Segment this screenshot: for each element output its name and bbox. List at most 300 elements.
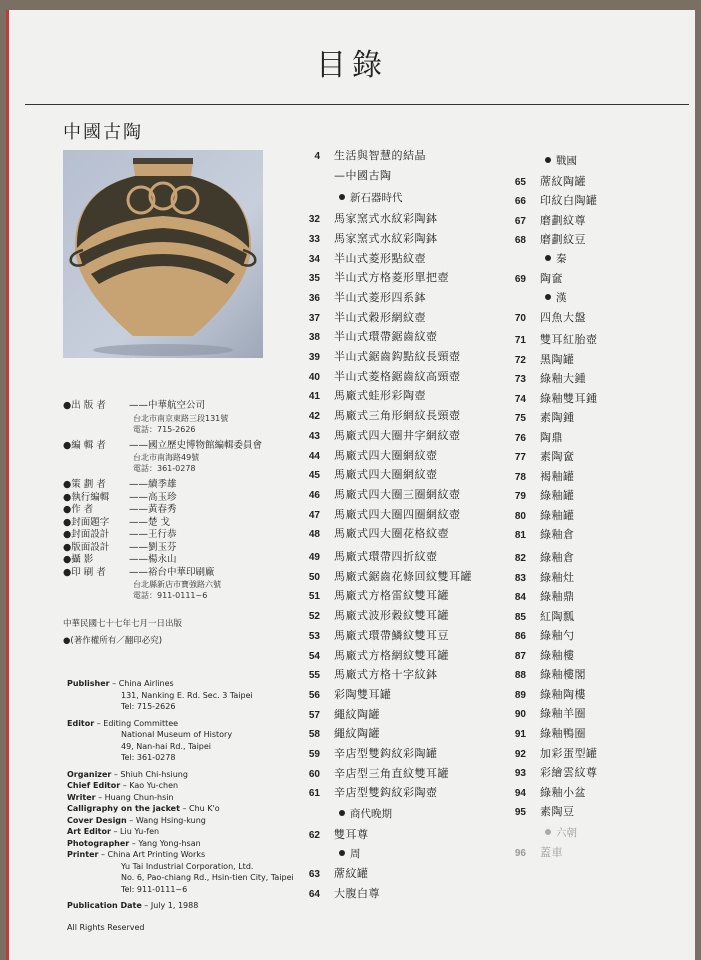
toc-entry: [500, 745, 598, 761]
toc-entry: [294, 466, 438, 482]
toc-page-number: 80: [514, 510, 526, 522]
toc-entry-title: 綠釉樓: [540, 648, 575, 662]
toc-page-number: 66: [514, 196, 526, 208]
chinese-credits: [63, 400, 273, 647]
section-title: 商代晚期: [350, 808, 392, 821]
credit-label: ●封面設計: [63, 529, 110, 540]
toc-page-number: 67: [514, 215, 526, 227]
toc-page-number: 69: [514, 274, 526, 286]
toc-entry: [500, 331, 598, 347]
toc-page-number: 49: [308, 552, 320, 563]
toc-entry: [294, 745, 438, 761]
toc-page-number: 83: [514, 572, 526, 584]
toc-entry: [500, 231, 586, 247]
toc-page-number: 92: [514, 748, 526, 760]
english-credit-label: Photographer: [67, 838, 130, 848]
toc-entry: [500, 549, 575, 565]
toc-page-number: 46: [308, 489, 320, 501]
toc-page-number: 62: [308, 829, 320, 841]
credit-value: ——王行恭: [129, 529, 177, 540]
english-credit-detail: Yu Tai Industrial Corporation, Ltd.: [121, 861, 254, 871]
toc-entry: [294, 407, 461, 423]
english-rights: All Rights Reserved: [67, 922, 145, 932]
toc-entry: [500, 173, 586, 189]
credit-row: [63, 504, 273, 517]
toc-entry: [294, 568, 472, 584]
section-title: 六朝: [556, 826, 577, 839]
credit-value: ——楊永山: [129, 554, 177, 565]
section-title: 周: [350, 847, 361, 860]
toc-entry-title: 繩紋陶罐: [334, 707, 380, 721]
english-credit-value: – July 1, 1988: [141, 901, 199, 910]
bullet-icon: [545, 294, 551, 300]
toc-entry: [500, 588, 575, 604]
toc-entry: [500, 764, 598, 780]
toc-entry: [294, 328, 438, 344]
toc-entry-title: 綠釉鼎: [540, 590, 575, 604]
credit-value: ——劉玉芬: [129, 541, 177, 553]
toc-entry: [500, 309, 586, 325]
bullet-icon: [545, 255, 551, 261]
toc-entry: [294, 587, 449, 603]
english-credit-detail: National Museum of History: [121, 730, 233, 739]
rights-notice: ●(著作權所有／翻印必究): [63, 635, 163, 646]
toc-entry-title: 生活與智慧的結晶: [334, 149, 426, 162]
credit-value: ——高玉珍: [129, 491, 177, 503]
toc-entry-title: 半山式穀形網紋壺: [334, 310, 426, 324]
toc-page-number: 60: [308, 768, 320, 780]
english-credit-label: Art Editor: [67, 827, 111, 836]
credit-label: ●版面設計: [63, 541, 110, 553]
credit-label: ●編 輯 者: [63, 439, 106, 451]
toc-page-number: 32: [308, 214, 320, 226]
credit-row: [63, 542, 273, 555]
english-credit-detail: Tel: 361-0278: [121, 753, 176, 762]
toc-entry-title: 四魚大盤: [540, 311, 586, 325]
english-credit-detail: Tel: 911-0111~6: [121, 884, 188, 894]
toc-page-number: 47: [308, 509, 320, 521]
toc-entry-title: 綠釉陶樓: [540, 687, 586, 701]
toc-entry-title: 馬廠式環帶四折紋壺: [334, 550, 438, 563]
english-credit-value: – China Airlines: [109, 679, 174, 688]
toc-entry-title: 加彩蛋型罐: [540, 746, 598, 760]
toc-entry-title: 綠釉罐: [540, 489, 575, 503]
toc-entry: [500, 390, 598, 406]
toc-page-number: 70: [514, 313, 526, 325]
credit-detail: 電話：361-0278: [133, 464, 196, 473]
toc-entry-title: 辛店型雙鈎紋彩陶罐: [334, 747, 438, 760]
toc-page-number: 56: [308, 689, 320, 701]
english-credit-detail: 49, Nan-hai Rd., Taipei: [121, 741, 212, 751]
credit-row: [63, 400, 273, 413]
toc-page-number: 89: [514, 689, 526, 701]
toc-entry-title: 雙耳尊: [334, 827, 369, 841]
page: [6, 10, 695, 960]
english-credit-value: – Yang Yong-hsan: [129, 838, 201, 848]
toc-entry: [500, 448, 575, 464]
toc-page-number: 74: [514, 393, 526, 405]
toc-entry-title: —中國古陶: [334, 168, 392, 182]
toc-page-number: 35: [308, 273, 320, 285]
toc-entry: [294, 548, 438, 564]
toc-entry-title: 綠釉鴨圈: [540, 726, 586, 740]
english-credit-row: [67, 678, 292, 690]
toc-page-number: 57: [308, 709, 320, 721]
toc-entry: [294, 506, 461, 522]
credit-row: [63, 440, 273, 453]
credit-label: ●作 者: [63, 504, 94, 515]
toc-page-number: 53: [308, 630, 320, 642]
toc-page-number: 4: [314, 151, 320, 162]
toc-entry-title: 馬家窯式水紋彩陶鉢: [334, 212, 438, 226]
toc-page-number: 72: [514, 354, 526, 366]
toc-entry-title: 辛店型三角直紋雙耳罐: [334, 766, 449, 780]
english-credit-row: [67, 849, 292, 861]
toc-page-number: 68: [514, 235, 526, 247]
toc-entry: [294, 607, 449, 623]
toc-page-number: 33: [308, 233, 320, 245]
toc-entry: [500, 468, 575, 484]
english-credit-value: – Huang Chun-hsin: [95, 792, 174, 802]
credit-value: ——續季雄: [129, 479, 177, 490]
bullet-icon: [545, 157, 551, 163]
toc-page-number: 37: [308, 312, 320, 324]
credit-label: ●出 版 者: [63, 400, 106, 411]
toc-entry-title: 綠釉勺: [540, 629, 575, 643]
toc-page-number: 73: [514, 374, 526, 386]
toc-entry: [294, 269, 449, 285]
toc-entry: [294, 368, 461, 384]
toc-page-number: 90: [514, 709, 526, 721]
toc-entry: [294, 486, 461, 502]
toc-page-number: 64: [308, 888, 320, 900]
toc-page-number: 78: [514, 471, 526, 483]
toc-page-number: 55: [308, 670, 320, 682]
toc-page-number: 39: [308, 352, 320, 363]
toc-entry: [500, 686, 586, 702]
toc-entry-title: 綠釉雙耳鍾: [540, 391, 598, 405]
toc-entry: [294, 289, 426, 305]
toc-entry: [500, 803, 575, 819]
toc-entry: [500, 725, 586, 741]
toc-entry: [294, 826, 369, 842]
toc-entry: [500, 608, 575, 624]
english-credit-value: – Liu Yu-fen: [110, 827, 160, 836]
credit-row: [63, 492, 273, 505]
toc-page-number: 45: [308, 470, 320, 482]
toc-page-number: 65: [514, 176, 526, 188]
toc-entry: [500, 370, 586, 386]
toc-page-number: 58: [308, 729, 320, 741]
toc-entry-title: 綠釉倉: [540, 528, 575, 542]
toc-entry-title: 馬廠式蛙形彩陶壺: [334, 389, 426, 403]
credit-value: ——國立歷史博物館編輯委員會: [129, 439, 263, 451]
english-credit-row: [67, 815, 292, 827]
bullet-icon: [545, 829, 551, 835]
toc-page-number: 93: [514, 768, 526, 780]
toc-entry: [500, 487, 575, 503]
credit-row: [63, 517, 273, 530]
toc-entry-title: 半山式環帶鋸齒紋壺: [334, 330, 438, 344]
english-credit-label: Calligraphy on the jacket: [67, 804, 180, 813]
toc-page-number: 75: [514, 413, 526, 425]
toc-entry-title: 陶奩: [540, 272, 563, 286]
toc-entry: [294, 250, 426, 266]
toc-page-number: 87: [514, 650, 526, 662]
toc-entry: [294, 210, 438, 226]
toc-entry: [294, 348, 461, 364]
credit-label: ●執行編輯: [63, 491, 110, 503]
toc-section-heading: [545, 153, 577, 168]
toc-section-heading: [339, 190, 403, 205]
english-credit-row: [67, 780, 292, 792]
cover-photo-pottery-jar: [63, 150, 263, 358]
toc-entry-title: 馬廠式環帶鱗紋雙耳豆: [334, 628, 449, 642]
english-credit-row: [67, 826, 292, 838]
toc-entry: [500, 351, 575, 367]
english-credit-row: [67, 769, 292, 781]
toc-entry: [294, 706, 380, 722]
toc-page-number: 38: [308, 332, 320, 344]
toc-entry-title: 蓆紋罐: [334, 867, 369, 881]
spacer: [63, 601, 273, 606]
english-credit-label: Organizer: [67, 769, 112, 779]
toc-entry-title: 磨劃紋尊: [540, 213, 586, 227]
toc-section-heading: [339, 846, 361, 861]
english-credit-detail: 131, Nanking E. Rd. Sec. 3 Taipei: [121, 690, 253, 700]
toc-section-heading: [545, 290, 567, 305]
toc-entry-title: 半山式菱形四系鉢: [334, 290, 426, 304]
toc-entry-title: 雙耳紅胎壺: [540, 332, 598, 346]
publication-date: 中華民國七十七年七月一日出版: [63, 619, 183, 629]
toc-entry: [500, 192, 598, 208]
toc-page-number: 51: [308, 591, 320, 603]
toc-entry-title: 馬廠式四大圈花格紋壺: [334, 527, 449, 541]
toc-entry-title: 馬廠式波形穀紋雙耳罐: [334, 609, 449, 623]
section-title: 戰國: [556, 155, 577, 167]
english-credit-label: Printer: [67, 850, 99, 859]
toc-section-heading: [545, 825, 577, 840]
toc-entry-title: 繩紋陶罐: [334, 727, 380, 741]
english-credit-label: Cover Design: [67, 815, 127, 825]
toc-entry: [500, 844, 563, 860]
toc-entry: [294, 147, 426, 163]
toc-entry-title: 辛店型雙鈎紋彩陶壺: [334, 786, 438, 800]
toc-page-number: 54: [308, 650, 320, 662]
credit-value: ——中華航空公司: [129, 400, 206, 411]
credit-value: ——裕台中華印刷廠: [129, 566, 215, 578]
toc-page-number: 85: [514, 611, 526, 623]
toc-entry: [294, 447, 438, 463]
title-divider: [25, 104, 689, 105]
english-credit-label: Publisher: [67, 679, 110, 688]
toc-entry: [294, 167, 392, 183]
credit-value: ——楚 戈: [129, 516, 171, 528]
toc-entry-title: 印紋白陶罐: [540, 194, 598, 208]
toc-entry-title: 紅陶瓢: [540, 609, 575, 623]
english-credit-detail: No. 6, Pao-chiang Rd., Hsin-tien City, Taipei: [121, 873, 294, 882]
toc-entry: [500, 429, 563, 445]
toc-entry-title: 馬廠式四大圈四圈網紋壺: [334, 507, 461, 521]
toc-page-number: 43: [308, 430, 320, 442]
toc-entry-title: 馬廠式方格雷紋雙耳罐: [334, 589, 449, 603]
toc-entry-title: 半山式菱格鋸齒紋高頸壺: [334, 369, 461, 383]
toc-entry: [294, 885, 380, 901]
bullet-icon: [339, 810, 345, 816]
toc-page-number: 77: [514, 452, 526, 464]
toc-entry: [500, 627, 575, 643]
toc-entry: [500, 270, 563, 286]
english-credit-value: – Shiuh Chi-hsiung: [111, 769, 188, 779]
page-title: 目錄: [316, 48, 388, 83]
toc-page-number: 88: [514, 670, 526, 682]
credit-detail: 電話：715-2626: [133, 424, 196, 434]
toc-entry-title: 馬廠式四大圈網紋壺: [334, 448, 438, 462]
toc-entry: [294, 230, 438, 246]
toc-entry-title: 蓋車: [540, 846, 563, 860]
toc-entry-title: 綠釉倉: [540, 551, 575, 564]
toc-entry-title: 蓆紋陶罐: [540, 174, 586, 188]
credit-detail: 台北市南海路49號: [133, 453, 200, 462]
toc-page-number: 81: [514, 530, 526, 542]
toc-page-number: 96: [514, 848, 526, 860]
toc-entry-title: 黑陶罐: [540, 352, 575, 366]
toc-entry: [500, 507, 575, 523]
toc-page-number: 86: [514, 631, 526, 643]
toc-section-heading: [339, 806, 392, 821]
toc-entry-title: 馬廠式四大圈網紋壺: [334, 468, 438, 482]
toc-entry-title: 半山式菱形點紋壺: [334, 251, 426, 265]
english-credit-value: – Wang Hsing-kung: [126, 815, 206, 825]
toc-entry: [294, 725, 380, 741]
toc-entry: [500, 647, 575, 663]
toc-entry: [500, 666, 586, 682]
toc-page-number: 82: [514, 553, 526, 564]
toc-entry-title: 馬家窯式水紋彩陶鉢: [334, 231, 438, 245]
toc-entry-title: 素陶奩: [540, 450, 575, 464]
toc-entry-title: 陶鼎: [540, 430, 563, 444]
toc-entry-title: 馬廠式方格十字紋鉢: [334, 668, 438, 682]
toc-entry-title: 大腹白尊: [334, 886, 380, 900]
toc-page-number: 61: [308, 788, 320, 800]
toc-page-number: 84: [514, 592, 526, 604]
toc-entry-title: 素陶豆: [540, 805, 575, 819]
toc-page-number: 36: [308, 292, 320, 304]
credit-label: ●策 劃 者: [63, 479, 106, 490]
credit-row: [63, 567, 273, 580]
english-credit-value: – Editing Committee: [94, 718, 179, 728]
toc-entry: [294, 765, 449, 781]
toc-page-number: 91: [514, 728, 526, 740]
toc-entry-title: 馬廠式方格網紋雙耳罐: [334, 648, 449, 662]
toc-entry: [294, 865, 369, 881]
english-credit-row: [67, 792, 292, 804]
toc-page-number: 41: [308, 391, 320, 403]
credit-detail: 電話：911-0111~6: [133, 591, 208, 600]
toc-entry: [294, 427, 461, 443]
toc-page-number: 79: [514, 491, 526, 503]
toc-entry: [500, 569, 575, 585]
toc-entry-title: 彩繪雲紋尊: [540, 766, 598, 780]
english-credit-row: [67, 838, 292, 850]
english-credit-value: – Kao Yu-chen: [120, 781, 179, 790]
section-title: 漢: [556, 291, 567, 304]
toc-entry-title: 馬廠式三角形網紋長頸壺: [334, 409, 461, 423]
toc-page-number: 59: [308, 749, 320, 760]
english-credit-detail: Tel: 715-2626: [121, 702, 176, 711]
toc-page-number: 44: [308, 450, 320, 462]
english-credits: [67, 678, 292, 933]
toc-page-number: 63: [308, 869, 320, 881]
credit-label: ●封面題字: [63, 516, 110, 528]
toc-entry: [294, 309, 426, 325]
english-credit-label: Publication Date: [67, 901, 142, 910]
toc-page-number: 71: [514, 334, 526, 346]
toc-entry: [294, 686, 392, 702]
toc-entry: [294, 387, 426, 403]
toc-entry-title: 綠釉大鍾: [540, 372, 586, 386]
toc-entry-title: 馬廠式四大圈三圈網紋壺: [334, 487, 461, 501]
toc-entry: [500, 705, 586, 721]
bullet-icon: [339, 194, 345, 200]
credit-row: [63, 479, 273, 492]
credit-label: ●攝 影: [63, 554, 94, 565]
toc-entry-title: 彩陶雙耳罐: [334, 687, 392, 701]
toc-page-number: 50: [308, 571, 320, 583]
credit-value: ——黃春秀: [129, 504, 177, 515]
toc-entry-title: 褐釉罐: [540, 469, 575, 483]
toc-entry-title: 綠釉小盆: [540, 785, 586, 799]
toc-page-number: 48: [308, 529, 320, 541]
toc-entry: [294, 784, 438, 800]
book-title: 中國古陶: [63, 122, 143, 143]
english-credit-row: [67, 900, 292, 912]
toc-entry-title: 綠釉罐: [540, 508, 575, 522]
toc-entry-title: 馬廠式鋸齒花條回紋雙耳罐: [334, 569, 472, 583]
section-title: 秦: [556, 252, 567, 265]
toc-entry: [500, 409, 575, 425]
english-credit-row: [67, 718, 292, 730]
toc-entry: [500, 212, 586, 228]
toc-entry: [500, 526, 575, 542]
credit-label: ●印 刷 者: [63, 566, 106, 578]
toc-entry: [294, 666, 438, 682]
toc-section-heading: [545, 251, 567, 266]
toc-entry-title: 磨劃紋豆: [540, 233, 586, 247]
toc-entry: [294, 627, 449, 643]
toc-page-number: 34: [308, 253, 320, 265]
toc-page-number: 95: [514, 807, 526, 819]
toc-entry-title: 綠釉灶: [540, 570, 575, 584]
toc-entry-title: 綠釉羊圈: [540, 707, 586, 721]
english-credit-value: – China Art Printing Works: [98, 850, 206, 859]
toc-entry-title: 綠釉樓閣: [540, 668, 586, 682]
toc-entry: [294, 525, 449, 541]
toc-page-number: 76: [514, 432, 526, 444]
toc-entry-title: 半山式方格菱形單把壺: [334, 271, 449, 285]
english-credit-value: – Chu K'o: [179, 804, 220, 813]
toc-page-number: 40: [308, 371, 320, 383]
toc-page-number: 52: [308, 611, 320, 623]
toc-entry: [500, 784, 586, 800]
toc-page-number: 94: [514, 787, 526, 799]
english-credit-label: Writer: [67, 792, 96, 802]
bullet-icon: [339, 850, 345, 856]
toc-entry: [294, 647, 449, 663]
toc-entry-title: 馬廠式四大圈井字網紋壺: [334, 428, 461, 442]
credit-row: [63, 554, 273, 567]
english-credit-row: [67, 803, 292, 815]
